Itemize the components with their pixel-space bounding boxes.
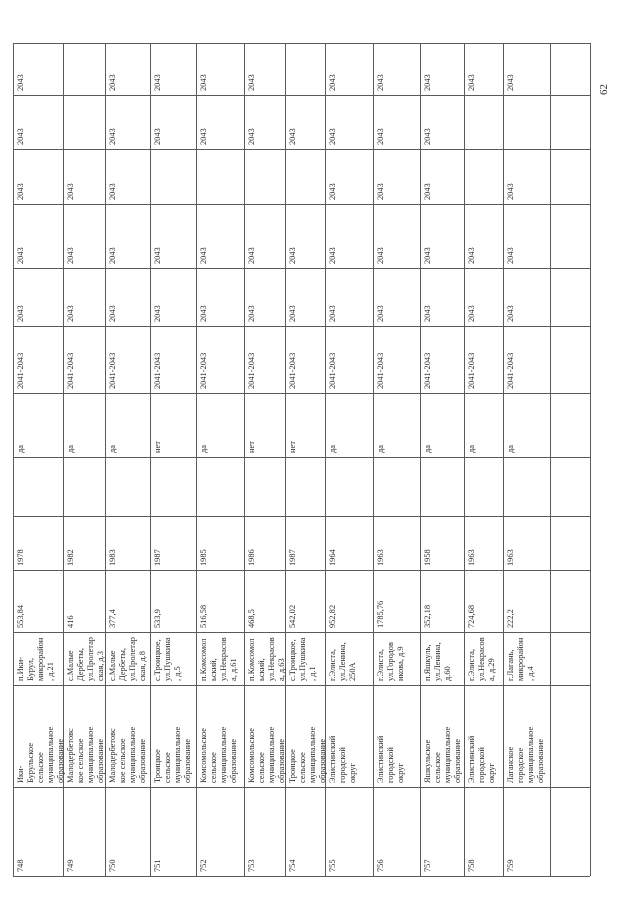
cell-built: 1978 — [16, 549, 25, 566]
cell-y4: 2043 — [199, 74, 208, 91]
cell-num: 753 — [247, 859, 256, 872]
table-row-line — [13, 95, 590, 96]
cell-municipality: Малодербетовс кое сельское муниципальное образование — [108, 726, 147, 783]
table-row-line — [13, 43, 590, 44]
cell-municipality: Элистинский городской округ — [328, 735, 357, 783]
cell-y2: 2043 — [16, 183, 25, 200]
cell-included: да — [423, 445, 432, 453]
cell-address: г.Элиста, ул.Ленина, 250А — [328, 642, 357, 681]
cell-built: 1964 — [328, 549, 337, 566]
cell-municipality: Комсомольское сельское муниципальное образование — [247, 726, 286, 783]
cell-y2 — [467, 153, 501, 200]
cell-included: нет — [288, 441, 297, 453]
cell-area: 352,18 — [423, 604, 432, 628]
cell-y1: 2043 — [153, 247, 162, 264]
table-column-line — [503, 43, 504, 876]
cell-num: 748 — [16, 859, 25, 872]
table-column-line — [590, 43, 591, 876]
cell-y2 — [153, 153, 194, 200]
table-column-line — [420, 43, 421, 876]
table-row-line — [13, 570, 590, 571]
cell-y3: 2043 — [16, 128, 25, 145]
cell-y3: 2043 — [328, 128, 337, 145]
cell-y4 — [288, 47, 323, 91]
cell-y3 — [467, 99, 501, 145]
cell-y0: 2043 — [66, 305, 75, 322]
cell-address: п.Комсомол ьский, ул.Некрасов а, д.61 — [199, 637, 238, 681]
cell-y4 — [66, 47, 103, 91]
cell-y1: 2043 — [376, 247, 385, 264]
cell-year — [16, 461, 61, 512]
cell-area: 516,58 — [199, 604, 208, 628]
cell-y1: 2043 — [108, 247, 117, 264]
cell-area: 724,68 — [467, 604, 476, 628]
cell-num: 758 — [467, 859, 476, 872]
cell-included: да — [199, 445, 208, 453]
cell-period: 2041-2043 — [467, 352, 476, 389]
cell-municipality: Элистинский городской округ — [467, 735, 496, 783]
cell-built: 1982 — [66, 549, 75, 566]
cell-built: 1987 — [288, 549, 297, 566]
cell-y3: 2043 — [108, 128, 117, 145]
cell-y3: 2043 — [288, 128, 297, 145]
cell-address: г.Лагань, микрорайон , д.4 — [506, 637, 535, 681]
cell-municipality: Комсомольское сельское муниципальное образование — [199, 726, 238, 783]
cell-period: 2041-2043 — [376, 352, 385, 389]
cell-municipality: Лаганское городское муниципальное образование — [506, 726, 545, 783]
cell-num: 755 — [328, 859, 337, 872]
cell-num: 750 — [108, 859, 117, 872]
table-column-line — [13, 43, 14, 876]
cell-area: 377,4 — [108, 609, 117, 628]
table-column-line — [373, 43, 374, 876]
table-column-line — [196, 43, 197, 876]
cell-year — [108, 461, 148, 512]
cell-included: да — [66, 445, 75, 453]
cell-address: п.Ики- Бурул, микрорайон , д.21 — [16, 637, 55, 681]
cell-y1: 2043 — [16, 247, 25, 264]
cell-y2 — [199, 153, 242, 200]
cell-y0: 2043 — [108, 305, 117, 322]
cell-included: нет — [153, 441, 162, 453]
cell-y1: 2043 — [506, 247, 515, 264]
cell-num: 759 — [506, 859, 515, 872]
cell-year — [66, 461, 103, 512]
cell-y4: 2043 — [108, 74, 117, 91]
cell-y0: 2043 — [467, 305, 476, 322]
cell-year — [328, 461, 371, 512]
cell-y0: 2043 — [16, 305, 25, 322]
cell-municipality: Малодербетовс кое сельское муниципальное образование — [66, 726, 105, 783]
cell-y1: 2043 — [199, 247, 208, 264]
table-row-line — [13, 393, 590, 394]
cell-built: 1963 — [376, 549, 385, 566]
cell-period: 2041-2043 — [66, 352, 75, 389]
cell-y3: 2043 — [376, 128, 385, 145]
cell-y0: 2043 — [288, 305, 297, 322]
cell-municipality: Троицкое сельское муниципальное образование — [288, 726, 327, 783]
table-row-line — [13, 876, 590, 877]
cell-included: нет — [247, 441, 256, 453]
cell-y1: 2043 — [423, 247, 432, 264]
cell-built: 1958 — [423, 549, 432, 566]
table-row-line — [13, 149, 590, 150]
cell-included: да — [16, 445, 25, 453]
cell-period: 2041-2043 — [153, 352, 162, 389]
cell-y0: 2043 — [153, 305, 162, 322]
table-row-line — [13, 326, 590, 327]
cell-num: 754 — [288, 859, 297, 872]
table-row-line — [13, 204, 590, 205]
table-column-line — [550, 43, 551, 876]
cell-y4: 2043 — [328, 74, 337, 91]
cell-y0: 2043 — [199, 305, 208, 322]
cell-municipality: Троицкое сельское муниципальное образование — [153, 726, 192, 783]
cell-area: 553,84 — [16, 604, 25, 628]
cell-y4: 2043 — [376, 74, 385, 91]
table-column-line — [464, 43, 465, 876]
cell-included: да — [376, 445, 385, 453]
cell-area: 1785,76 — [376, 600, 385, 628]
cell-period: 2041-2043 — [16, 352, 25, 389]
cell-y2: 2043 — [108, 183, 117, 200]
table-row-line — [13, 457, 590, 458]
cell-area: 416 — [66, 615, 75, 628]
cell-address: г.Элиста, ул.Некрасов а, д.29 — [467, 637, 496, 681]
cell-address: п.Яшкуль, ул.Ленина, д.60 — [423, 642, 452, 681]
table-column-line — [244, 43, 245, 876]
cell-built: 1986 — [247, 549, 256, 566]
cell-year — [199, 461, 242, 512]
cell-area: 468,5 — [247, 609, 256, 628]
cell-year — [506, 461, 548, 512]
cell-num: 756 — [376, 859, 385, 872]
cell-y3 — [66, 99, 103, 145]
cell-year — [467, 461, 501, 512]
cell-y3: 2043 — [153, 128, 162, 145]
cell-municipality: Яшкульское сельское муниципальное образование — [423, 726, 462, 783]
cell-included: да — [328, 445, 337, 453]
cell-area: 952,82 — [328, 604, 337, 628]
cell-num: 749 — [66, 859, 75, 872]
cell-area: 222,2 — [506, 609, 515, 628]
cell-included: да — [108, 445, 117, 453]
cell-address: с.Троицкое, ул.Пушкина , д.5 — [153, 637, 182, 681]
cell-period: 2041-2043 — [423, 352, 432, 389]
cell-address: с.Малые Дербеты, ул.Пролетар ская, д.8 — [108, 637, 147, 681]
cell-y1: 2043 — [247, 247, 256, 264]
cell-y4: 2043 — [423, 74, 432, 91]
cell-address: с.Малые Дербеты, ул.Пролетар ская, д.3 — [66, 637, 105, 681]
cell-built: 1963 — [467, 549, 476, 566]
cell-y2: 2043 — [66, 183, 75, 200]
cell-y1: 2043 — [66, 247, 75, 264]
cell-y3 — [506, 99, 548, 145]
cell-y1: 2043 — [328, 247, 337, 264]
cell-area: 542,02 — [288, 604, 297, 628]
cell-included: да — [506, 445, 515, 453]
cell-address: с.Троицкое, ул.Пушкина , д.1 — [288, 637, 317, 681]
table-row-line — [13, 787, 590, 788]
page-number: 62 — [598, 84, 610, 95]
cell-y2: 2043 — [328, 183, 337, 200]
cell-y2 — [247, 153, 283, 200]
cell-y1: 2043 — [467, 247, 476, 264]
table-row-line — [13, 685, 590, 686]
cell-y0: 2043 — [376, 305, 385, 322]
cell-y2: 2043 — [423, 183, 432, 200]
cell-address: г.Элиста, ул.Городов икова, д.9 — [376, 642, 405, 681]
cell-y3: 2043 — [423, 128, 432, 145]
cell-period: 2041-2043 — [506, 352, 515, 389]
table-row-line — [13, 632, 590, 633]
cell-built: 1963 — [506, 549, 515, 566]
cell-num: 757 — [423, 859, 432, 872]
cell-y0: 2043 — [247, 305, 256, 322]
cell-built: 1987 — [153, 549, 162, 566]
cell-included: да — [467, 445, 476, 453]
cell-year — [288, 461, 323, 512]
cell-y4: 2043 — [467, 74, 476, 91]
cell-municipality: Ики- Бурульское сельское муниципальное образование — [16, 726, 65, 783]
cell-num: 752 — [199, 859, 208, 872]
cell-year — [247, 461, 283, 512]
cell-y1: 2043 — [288, 247, 297, 264]
cell-municipality: Элистинский городской округ — [376, 735, 405, 783]
cell-period: 2041-2043 — [288, 352, 297, 389]
cell-year — [423, 461, 462, 512]
cell-y3: 2043 — [247, 128, 256, 145]
cell-y4: 2043 — [16, 74, 25, 91]
cell-period: 2041-2043 — [108, 352, 117, 389]
cell-y2: 2043 — [376, 183, 385, 200]
cell-y4: 2043 — [153, 74, 162, 91]
table-column-line — [150, 43, 151, 876]
cell-period: 2041-2043 — [328, 352, 337, 389]
cell-year — [153, 461, 194, 512]
cell-y4: 2043 — [506, 74, 515, 91]
cell-year — [376, 461, 418, 512]
cell-y0: 2043 — [506, 305, 515, 322]
cell-built: 1983 — [108, 549, 117, 566]
cell-address: п.Комсомол ьский, ул.Некрасов а, д.63 — [247, 637, 286, 681]
cell-period: 2041-2043 — [247, 352, 256, 389]
cell-y2: 2043 — [506, 183, 515, 200]
cell-num: 751 — [153, 859, 162, 872]
cell-y2 — [288, 153, 323, 200]
table-row-line — [13, 516, 590, 517]
cell-y3: 2043 — [199, 128, 208, 145]
cell-y0: 2043 — [328, 305, 337, 322]
cell-built: 1985 — [199, 549, 208, 566]
cell-period: 2041-2043 — [199, 352, 208, 389]
cell-area: 533,9 — [153, 609, 162, 628]
table-row-line — [13, 268, 590, 269]
cell-y4: 2043 — [247, 74, 256, 91]
cell-y0: 2043 — [423, 305, 432, 322]
